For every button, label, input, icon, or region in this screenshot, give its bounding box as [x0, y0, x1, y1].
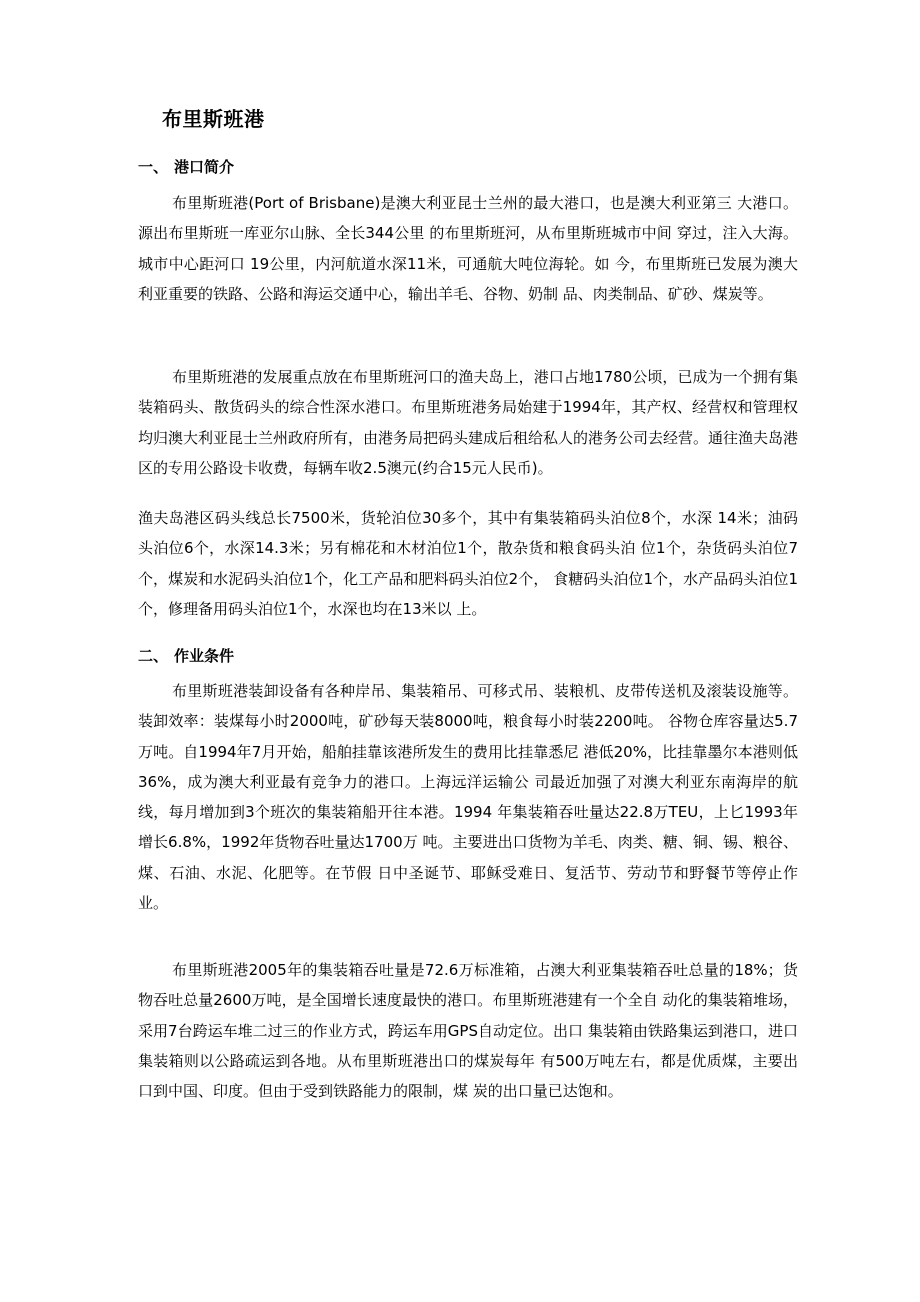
section-heading-text: 作业条件	[174, 647, 235, 665]
paragraph: 布里斯班港的发展重点放在布里斯班河口的渔夫岛上，港口占地1780公顷，已成为一个拥有集装箱码头、散货码头的综合性深水港口。布里斯班港务局始建于1994年，其产权、经营权和管理权均归澳大利亚昆士兰州政府所有，由港务局把码头建成后租给私人的港务公司去经营。通往渔夫岛港区的专用公路设卡收费，每辆车收2.5澳元(约合15元人民币)。	[138, 368, 799, 477]
paragraph: 布里斯班港装卸设备有各种岸吊、集装箱吊、可移式吊、装粮机、皮带传送机及滚装设施等。装卸效率：装煤每小时2000吨，矿砂每天装8000吨，粮食每小时装2200吨。 谷物仓库容量达5.7万吨。自1994年7月开始，船舶挂靠该港所发生的费用比挂靠悉尼 港低20%，比挂靠墨尔本港则低36%，成为澳大利亚最有竞争力的港口。上海远洋运输公 司最近加强了对澳大利亚东南海岸的航线，每月增加到3个班次的集装箱船开往本港。1994 年集装箱吞吐量达22.8万TEU，上匕1993年增长6.8%，1992年货物吞吐量达1700万 吨。主要进出口货物为羊毛、肉类、糖、铜、锡、粮谷、煤、石油、水泥、化肥等。在节假 日中圣诞节、耶稣受难日、复活节、劳动节和野餐节等停止作业。	[138, 682, 798, 913]
document-title: 布里斯班港	[162, 107, 265, 131]
section-number: 二、	[138, 647, 169, 665]
section-heading-text: 港口简介	[174, 158, 235, 176]
paragraph: 渔夫岛港区码头线总长7500米，货轮泊位30多个，其中有集装箱码头泊位8个，水深 14米；油码头泊位6个，水深14.3米；另有棉花和木材泊位1个，散杂货和粮食码头泊 位1个，杂货码头泊位7个，煤炭和水泥码头泊位1个，化工产品和肥料码头泊位2个， 食糖码头泊位1个，水产品码头泊位1个，修理备用码头泊位1个，水深也均在13米以 上。	[138, 509, 798, 618]
paragraph: 布里斯班港(Port of Brisbane)是澳大利亚昆士兰州的最大港口，也是澳大利亚第三 大港口。源出布里斯班一库亚尔山脉、全长344公里 的布里斯班河，从布里斯班城市中间 穿过，注入大海。城市中心距河口 19公里，内河航道水深11米，可通航大吨位海轮。如 今，布里斯班已发展为澳大利亚重要的铁路、公路和海运交通中心，输出羊毛、谷物、奶制 品、肉类制品、矿砂、煤炭等。	[138, 194, 798, 303]
section-heading-intro	[138, 154, 234, 180]
section-number: 一、	[138, 158, 169, 176]
section-heading-operations	[138, 643, 234, 669]
paragraph: 布里斯班港2005年的集装箱吞吐量是72.6万标准箱，占澳大利亚集装箱吞吐总量的18%；货物吞吐总量2600万吨，是全国增长速度最快的港口。布里斯班港建有一个全自 动化的集装箱堆场，采用7台跨运车堆二过三的作业方式，跨运车用GPS自动定位。出口 集装箱由铁路集运到港口，进口集装箱则以公路疏运到各地。从布里斯班港出口的煤炭每年 有500万吨左右，都是优质煤，主要出口到中国、印度。但由于受到铁路能力的限制，煤 炭的出口量已达饱和。	[138, 961, 798, 1101]
